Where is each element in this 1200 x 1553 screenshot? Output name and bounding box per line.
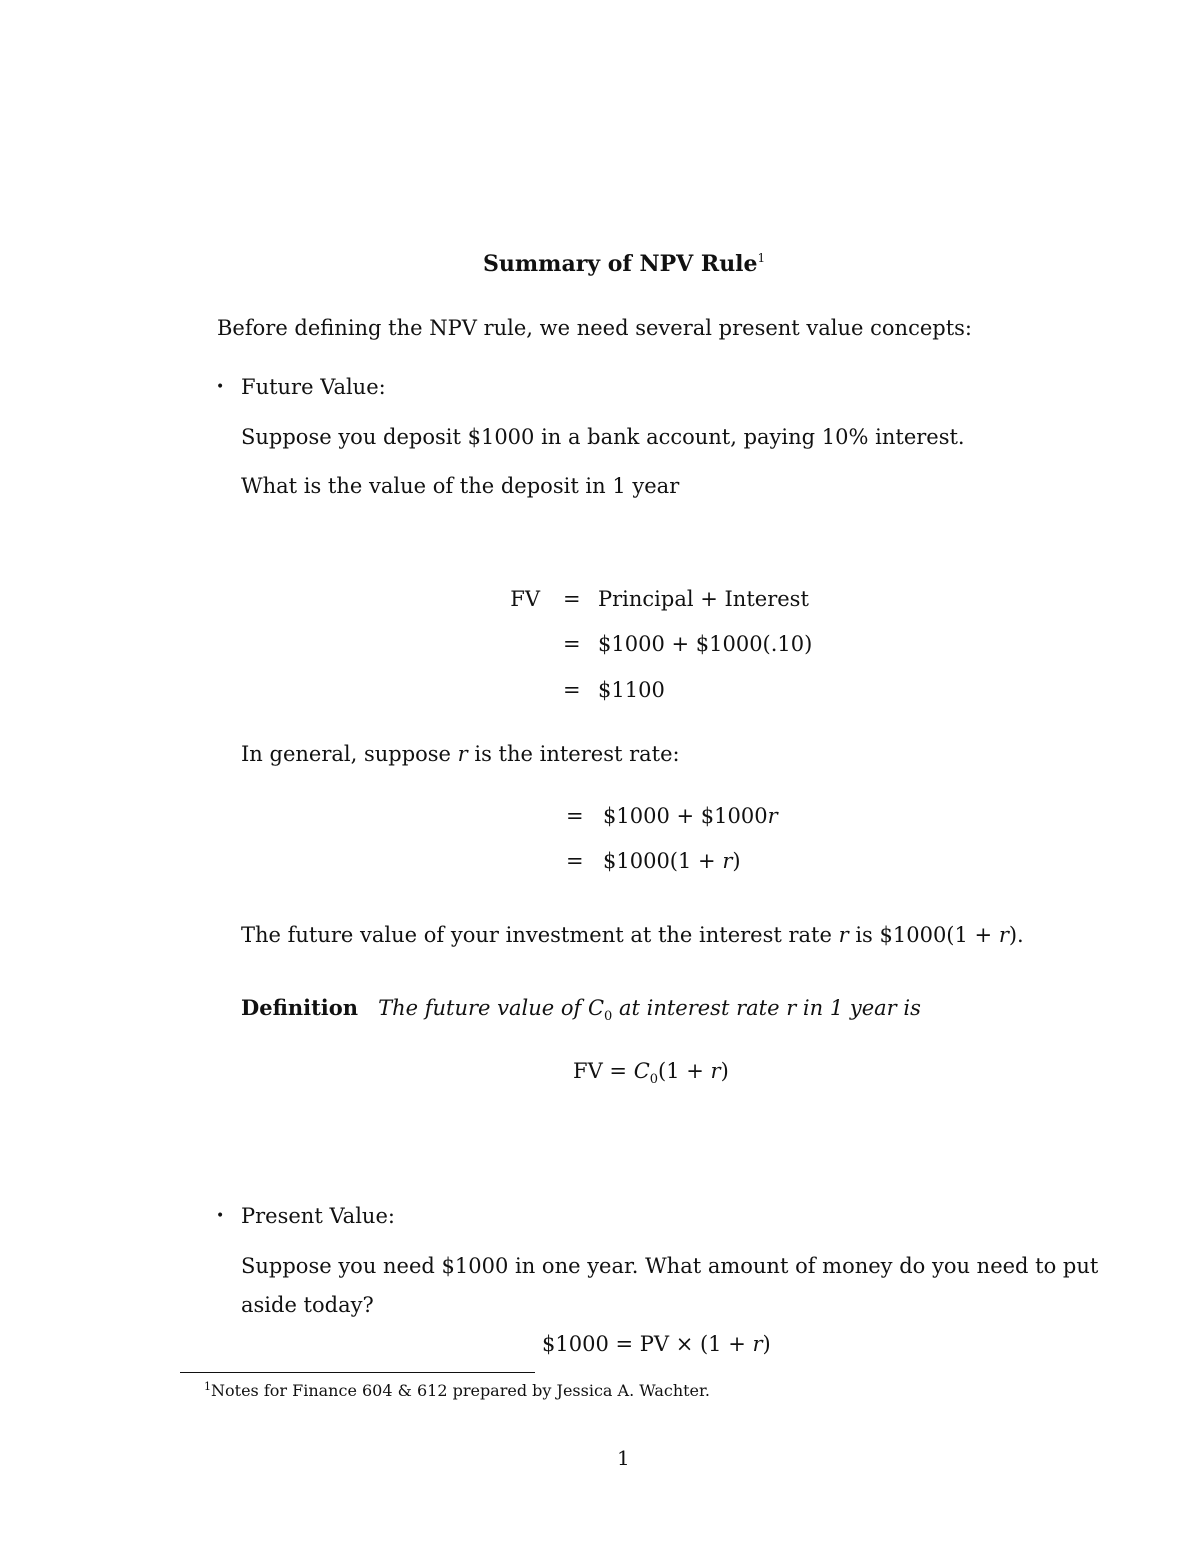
- fv-formula-r: r: [710, 1059, 721, 1083]
- eq2-row-1: [603, 806, 778, 827]
- eq2-row-2: [603, 851, 741, 872]
- intro-paragraph: Before defining the NPV rule, we need several present value concepts:: [217, 316, 973, 340]
- fv-formula-pre: FV =: [573, 1059, 634, 1083]
- definition-r: r: [786, 996, 797, 1020]
- footnote-text: Notes for Finance 604 & 612 prepared by Jessica A. Wachter.: [211, 1381, 710, 1400]
- eq1-lhs: FV: [510, 587, 540, 611]
- eq2-row2-var: r: [722, 849, 733, 873]
- general-var: r: [457, 742, 468, 766]
- footnote-mark: 1: [204, 1380, 211, 1393]
- conclusion-post: ).: [1008, 923, 1024, 947]
- footnote-rule: [180, 1372, 535, 1373]
- definition-sub: 0: [604, 1009, 613, 1025]
- eq1-equals-2: =: [563, 632, 581, 656]
- definition: [241, 997, 921, 1023]
- eq1-row-2: $1000 + $1000(.10): [598, 632, 813, 656]
- fv-formula-mid: (1 +: [658, 1059, 711, 1083]
- fv-formula-post: ): [720, 1059, 729, 1083]
- conclusion-var: r: [838, 923, 849, 947]
- present-value-line2: aside today?: [241, 1293, 374, 1317]
- definition-text-mid: at interest rate: [612, 996, 787, 1020]
- eq2-row2-post: ): [732, 849, 741, 873]
- definition-label: Definition: [241, 995, 359, 1020]
- future-value-line1: Suppose you deposit $1000 in a bank account, paying 10% interest.: [241, 425, 965, 449]
- future-value-heading: Future Value:: [241, 375, 386, 399]
- definition-c: C: [587, 996, 605, 1020]
- footnote: [204, 1381, 710, 1399]
- page-title: [483, 252, 765, 275]
- general-pre: In general, suppose: [241, 742, 458, 766]
- pv-formula-pre: $1000 = PV × (1 +: [542, 1332, 753, 1356]
- eq1-row-3: $1100: [598, 678, 665, 702]
- eq2-row1-pre: $1000 + $1000: [603, 804, 768, 828]
- bullet-present-value: •: [216, 1208, 225, 1224]
- page-title-text: Summary of NPV Rule: [483, 251, 758, 277]
- definition-text-post: in 1 year is: [796, 996, 921, 1020]
- page-number: 1: [617, 1446, 630, 1470]
- fv-formula: [573, 1061, 729, 1086]
- definition-text-pre: The future value of: [378, 996, 588, 1020]
- fv-formula-sub: 0: [649, 1072, 659, 1088]
- conclusion-var2: r: [998, 923, 1009, 947]
- future-value-line2: What is the value of the deposit in 1 year: [241, 474, 680, 498]
- eq1-equals-3: =: [563, 678, 581, 702]
- general-post: is the interest rate:: [467, 742, 680, 766]
- present-value-line1: Suppose you need $1000 in one year. What amount of money do you need to put: [241, 1254, 1099, 1278]
- eq2-row2-pre: $1000(1 +: [603, 849, 723, 873]
- pv-formula-r: r: [752, 1332, 763, 1356]
- eq2-equals-2: =: [566, 849, 584, 873]
- eq1-equals-1: =: [563, 587, 581, 611]
- eq2-equals-1: =: [566, 804, 584, 828]
- fv-formula-c: C: [633, 1059, 650, 1083]
- present-value-heading: Present Value:: [241, 1204, 395, 1228]
- pv-formula: [542, 1334, 771, 1355]
- pv-formula-post: ): [762, 1332, 771, 1356]
- eq2-row1-var: r: [767, 804, 778, 828]
- title-footnote-mark: 1: [757, 251, 766, 265]
- general-statement: [241, 744, 680, 765]
- conclusion-mid: is $1000(1 +: [848, 923, 999, 947]
- bullet-future-value: •: [216, 379, 225, 395]
- conclusion-sentence: [241, 925, 1024, 946]
- eq1-row-1: Principal + Interest: [598, 587, 809, 611]
- conclusion-pre: The future value of your investment at the interest rate: [241, 923, 839, 947]
